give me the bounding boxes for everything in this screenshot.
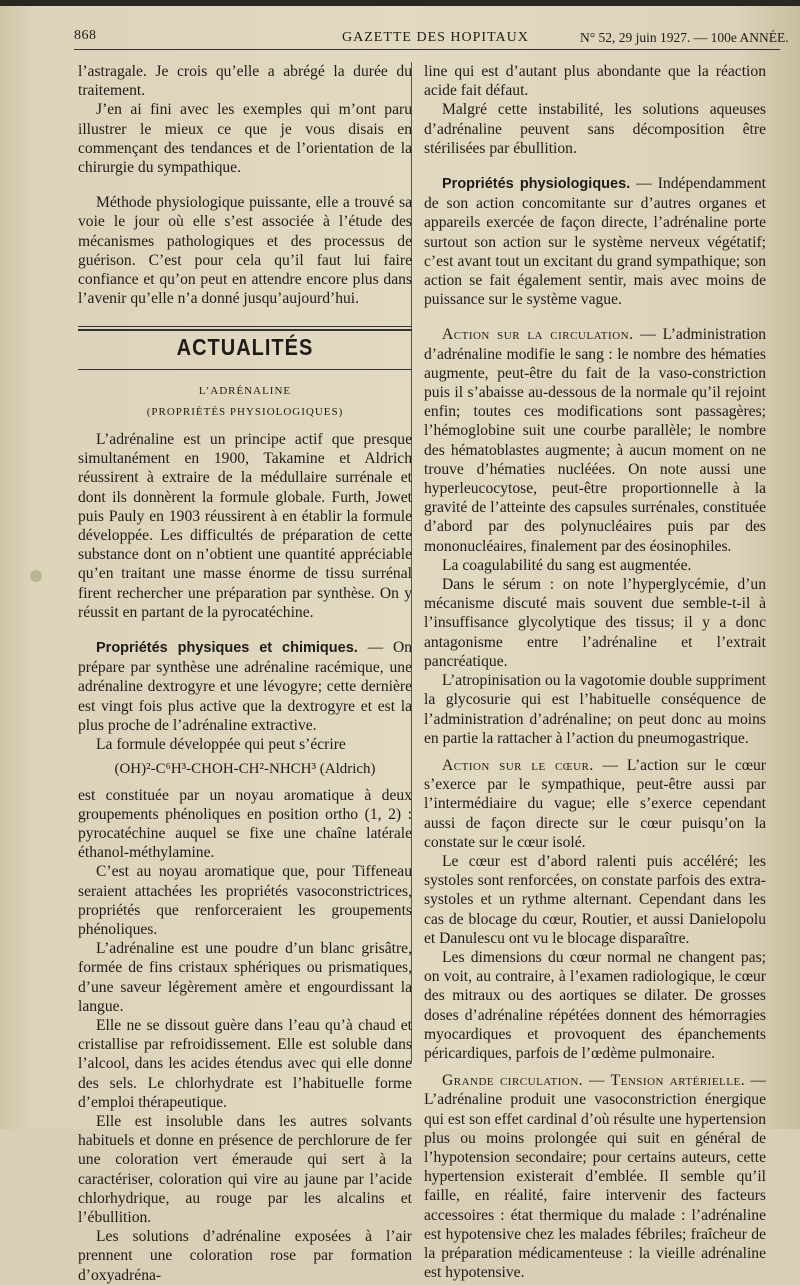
run-in-heading: Propriétés physiques et chimiques. (96, 640, 358, 657)
paragraph: J’en ai fini avec les exemples qui m’ont paru illustrer le mieux ce que je vous disais en commençant des tendances et de l’orientation de la chirurgie du sympathique. (78, 101, 412, 177)
paragraph: L’adrénaline est une poudre d’un blanc grisâtre, formée de fins cristaux sphériques ou prismatiques, d’une saveur légèrement amère et engourdissant la langue. (78, 940, 412, 1015)
left-column (78, 62, 412, 1285)
article-subtitle: (PROPRIÉTÉS PHYSIOLOGIQUES) (146, 405, 344, 418)
paragraph: line qui est d’autant plus abondante que la réaction acide fait défaut. (424, 63, 766, 100)
running-header (74, 22, 789, 52)
paragraph-text: — L’adrénaline produit une vasoconstriction énergique qui est son effet cardinal d’où résulte une hypertension plus ou moins prolongée qui suit en général de l’hypotension secondaire; pour certains auteurs, cette hypertension existerait d’emblée. Il semble qu’il faille, en réalité, faire intervenir des facteurs accessoires : état thermique du malade : l’adrénaline est hypotensive chez les malades fébriles; fraîcheur de la préparation médicamenteuse : la vieille adrénaline est hypotensive. (424, 1072, 766, 1282)
section-title: ACTUALITÉS (176, 335, 314, 361)
top-edge-band (0, 0, 800, 6)
paragraph (424, 174, 766, 309)
section-rule (78, 326, 412, 327)
right-column (424, 62, 766, 1282)
paragraph: L’adrénaline est un principe actif que presque simultanément en 1900, Takamine et Aldrich réussirent à extraire de la médullaire surrénale et dont ils donnèrent la formule globale. Furth, Jowet puis Pauly en 1903 réussirent à en établir la formule développée. Les difficultés de préparation de cette substance dont on n’obtient une quantité appréciable qu’en traitant une masse énorme de tissu surrénal firent rechercher une préparation par synthèse. On y réussit en partant de la pyrocatéchine. (78, 431, 412, 621)
run-in-heading: Grande circulation. — Tension artérielle. (442, 1072, 746, 1090)
article-title: L’ADRÉNALINE (198, 384, 292, 397)
paragraph: Les dimensions du cœur normal ne changent pas; on voit, au contraire, à l’examen radiologique, le cœur des mitraux ou des aortiques se dilater. De grosses doses d’adrénaline répétées donnent des hémorragies myocardiques et provoquent des épanchements péricardiques, parfois de l’œdème pulmonaire. (424, 948, 766, 1062)
paragraph (78, 638, 412, 735)
paper-stain (30, 570, 42, 582)
paragraph (424, 756, 766, 852)
journal-title: GAZETTE DES HOPITAUX (342, 30, 529, 45)
issue-line: N° 52, 29 juin 1927. — 100e ANNÉE. (580, 30, 789, 45)
section-rule (78, 369, 412, 370)
paragraph-text: — On prépare par synthèse une adrénaline racémique, une adrénaline dextrogyre et une lévogyre; cette dernière est vingt fois plus active que la dextrogyre et est la plus proche de l’adrénaline extractive. (78, 639, 412, 734)
paragraph: Malgré cette instabilité, les solutions aqueuses d’adrénaline peuvent sans décomposition être stérilisées par ébullition. (424, 101, 766, 157)
paragraph: Les solutions d’adrénaline exposées à l’air prennent une coloration rose par formation d’oxyadréna- (78, 1228, 412, 1284)
paragraph: l’astragale. Je crois qu’elle a abrégé la durée du traitement. (78, 63, 412, 100)
paragraph: Méthode physiologique puissante, elle a trouvé sa voie le jour où elle s’est associée à l’étude des mécanismes pathologiques et des processus de guérison. C’est pour cela qu’il faut lui faire confiance et qu’on peut en attendre encore plus dans l’avenir qu’elle n’a donné jusqu’aujourd’hui. (78, 194, 412, 308)
paragraph: Le cœur est d’abord ralenti puis accéléré; les systoles sont renforcées, on constate parfois des extra-systoles et un rythme alternant. Cependant dans les cas de blocage du cœur, Routier, et aussi Danielopolu et Danulescu ont vu le blocage disparaître. (424, 852, 766, 947)
paragraph (424, 1071, 766, 1282)
chemical-formula: (OH)²-C⁶H³-CHOH-CH²-NHCH³ (Aldrich) (114, 761, 376, 778)
header-rule (74, 49, 780, 50)
paragraph: Elle ne se dissout guère dans l’eau qu’à chaud et cristallise par refroidissement. Elle est soluble dans l’alcool, dans les acides étendus avec qui elle donne des sels. Le chlorhydrate est l’habituelle forme d’emploi thérapeutique. (78, 1016, 412, 1111)
run-in-heading: Action sur le cœur. (442, 756, 594, 774)
paragraph: Elle est insoluble dans les autres solvants habituels et donne en présence de perchlorure de fer une coloration vert émeraude qui sert à la caractériser, coloration qui vire au jaune par l’acide chlorhydrique, au rouge par les alcalins et l’ébullition. (78, 1112, 412, 1226)
paragraph-text: — Indépendamment de son action concomitante sur d’autres organes et appareils exercée de façon directe, l’adrénaline porte surtout son action sur le système nerveux végétatif; c’est avant tout un excitant du grand sympathique; son action se fait également sentir, mais avec moins de puissance sur le système vague. (424, 175, 766, 309)
section-rule (78, 329, 412, 331)
paragraph: Dans le sérum : on note l’hyperglycémie, d’un mécanisme discuté mais souvent due semble-t-il à l’insuffisance glycolytique des tissus; il y a donc antagonisme entre l’adrénaline et l’extrait pancréatique. (424, 576, 766, 670)
paragraph: La coagulabilité du sang est augmentée. (442, 556, 692, 574)
run-in-heading: Propriétés physiologiques. (442, 176, 631, 193)
page-number: 868 (74, 28, 97, 43)
paragraph-text: — L’action sur le cœur s’exerce par le sympathique, peut-être aussi par l’intermédiaire du vague; elle s’exerce cependant aussi de façon directe sur le cœur puisqu’on la constate sur le cœur isolé. (424, 756, 766, 851)
paragraph: La formule développée qui peut s’écrire (96, 736, 346, 754)
paragraph-text: — L’administration d’adrénaline modifie le sang : le nombre des hématies augmente, peut-être du fait de la vaso-constriction puis il s’abaisse au-dessous de la normale qu’il rejoint enfin; toutes ces modifications sont passagères; l’hémoglobine suit une courbe parallèle; le nombre des hématoblastes augmente; à aucun moment on ne trouve d’hématies nucléées. On note aussi une hyperleucocytose, peut-être proportionnelle à la gravité de l’atteinte des capsules surrénales, constituée d’abord par des polynucléaires puis par des mononucléaires, finalement par des éosinophiles. (424, 326, 766, 555)
paragraph: L’atropinisation ou la vagotomie double suppriment la glycosurie qui est l’habituelle conséquence de l’administration d’adrénaline; on peut donc au moins en partie la rattacher à l’action du pneumogastrique. (424, 672, 766, 747)
paragraph: est constituée par un noyau aromatique à deux groupements phénoliques en position ortho (1, 2) : pyrocatéchine auquel se fixe une chaîne latérale éthanol-méthylamine. (78, 786, 412, 862)
run-in-heading: Action sur la circulation. (442, 326, 634, 344)
paragraph (424, 325, 766, 555)
paragraph: C’est au noyau aromatique que, pour Tiffeneau seraient attachées les propriétés vasoconstrictrices, propriétés que renforceraient les groupements phénoliques. (78, 863, 412, 938)
